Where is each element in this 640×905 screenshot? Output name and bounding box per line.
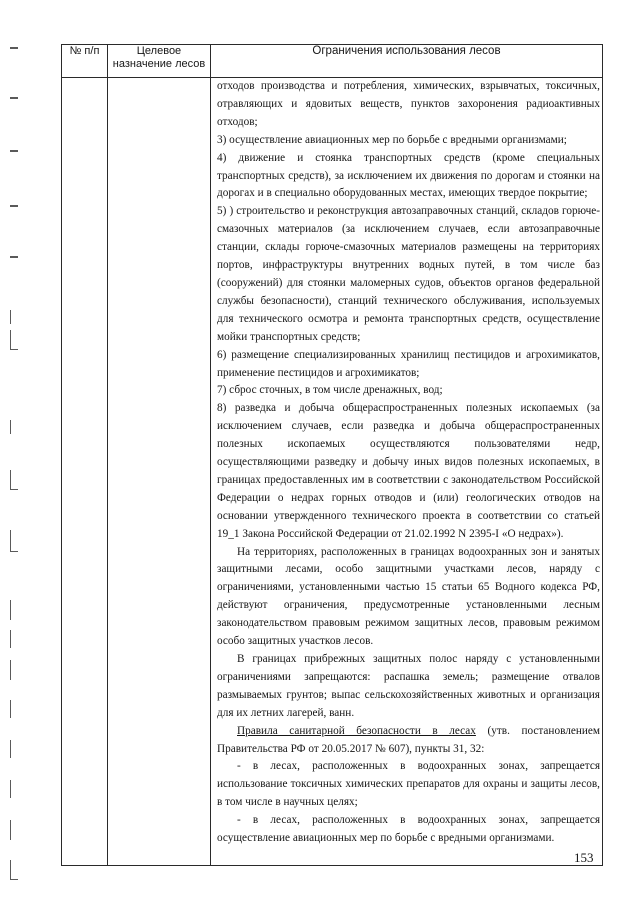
paragraph: 5) ) строительство и реконструкция автозаправочных станций, складов горюче-смазочных материалов (за исключением случаев, если автозаправочные станции, склады горюче-смазочных материалов размещены на территориях портов, инфраструктуры внутренних водных путей, в том числе баз (сооружений) для стоянки маломерных судов, объектов органов федеральной службы безопасности), станций технического обслуживания, используемых для технического осмотра и ремонта транспортных средств, осуществление мойки транспортных средств; [217, 205, 600, 343]
paragraph: 4) движение и стоянка транспортных средств (кроме специальных транспортных средств), за исключением их движения по дорогам и стоянки на дорогах и в специально оборудованных местах, имеющих твердое покрытие; [217, 151, 600, 200]
rules-reference-rest: (утв. постановлением Правительства РФ от 20.05.2017 № 607), пункты 31, 32: [217, 724, 600, 755]
col-purpose-header: Целевое назначение лесов [108, 45, 211, 78]
paragraph: отходов производства и потребления, химических, взрывчатых, токсичных, отравляющих и ядовитых веществ, пунктов захоронения радиоактивных отходов; [217, 80, 600, 128]
rules-reference: Правила санитарной безопасности в лесах [237, 724, 476, 737]
page-number: 153 [574, 850, 594, 865]
purpose-cell [108, 78, 211, 866]
col-restrictions-header: Ограничения использования лесов [211, 45, 603, 78]
paragraph: 7) сброс сточных, в том числе дренажных, вод; [217, 384, 443, 397]
rules-paragraph [217, 723, 600, 759]
restrictions-cell [211, 78, 603, 866]
paragraph: 3) осуществление авиационных мер по борьбе с вредными организмами; [217, 133, 567, 146]
col-number-header: № п/п [62, 45, 108, 78]
number-cell [62, 78, 108, 866]
table-row [62, 78, 603, 866]
paragraph: На территориях, расположенных в границах водоохранных зон и занятых защитными лесами, особо защитными участками лесов, наряду с ограничениями, установленными частью 15 статьи 65 Водного кодекса РФ, действуют ограничения, предусмотренные установленными лесным законодательством правовым режимом защитных лесов, правовым режимом особо защитных участков лесов. [217, 545, 600, 648]
paragraph: 6) размещение специализированных хранилищ пестицидов и агрохимикатов, применение пестицидов и агрохимикатов; [217, 348, 600, 379]
bullet-item: - в лесах, расположенных в водоохранных зонах, запрещается осуществление авиационных мер по борьбе с вредными организмами. [217, 814, 600, 845]
header-row [62, 45, 603, 78]
paragraph: 8) разведка и добыча общераспространенных полезных ископаемых (за исключением случаев, если разведка и добыча общераспространенных полезных ископаемых осуществляются пользователями недр, осуществляющими разведку и добычу иных видов полезных ископаемых, в границах предоставленных им в соответствии с законодательством Российской Федерации о недрах горных отводов и (или) геологических отводов на основании утвержденного технического проекта в соответствии со статьей 19_1 Закона Российской Федерации от 21.02.1992 N 2395-I «О недрах»). [217, 402, 600, 540]
bullet-item: - в лесах, расположенных в водоохранных зонах, запрещается использование токсичных химических препаратов для охраны и защиты лесов, в том числе в научных целях; [217, 760, 600, 809]
paragraph: В границах прибрежных защитных полос наряду с установленными ограничениями запрещаются: распашка земель; размещение отвалов размываемых грунтов; выпас сельскохозяйственных животных и организация для их летних лагерей, ванн. [217, 653, 600, 719]
restrictions-table [61, 44, 603, 866]
binding-marks [0, 0, 30, 905]
